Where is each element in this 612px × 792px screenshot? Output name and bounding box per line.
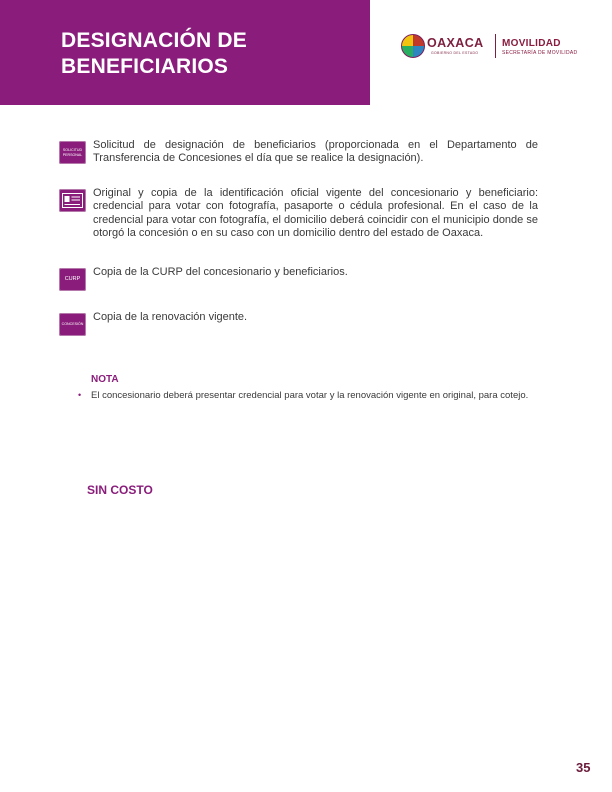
cost-label: SIN COSTO xyxy=(87,483,153,497)
page-title-line-2: BENEFICIARIOS xyxy=(61,55,229,78)
requirement-text: Copia de la CURP del concesionario y beneficiarios. xyxy=(93,266,348,278)
document-icon xyxy=(59,141,86,164)
note-title: NOTA xyxy=(91,374,119,385)
requirement-text: Original y copia de la identificación oficial vigente del concesionario y beneficiario: credencial para votar con fotografía, pasaporte o cédula profesional. En el caso de la credencial para votar con fotografía, el domicilio deberá coincidir con el municipio donde se otorgó la concesión o en su caso con un domicilio dentro del estado de Oaxaca. xyxy=(93,187,538,240)
logo-movilidad-text: MOVILIDAD xyxy=(502,38,561,49)
page-title-line-1: DESIGNACIÓN DE xyxy=(61,29,247,52)
logo-oaxaca-text: OAXACA xyxy=(427,36,484,50)
note-text: El concesionario deberá presentar credencial para votar y la renovación vigente en original, para cotejo. xyxy=(91,390,529,401)
requirement-text: Copia de la renovación vigente. xyxy=(93,311,248,323)
requirement-icon-label: CONCESIÓN xyxy=(61,322,84,327)
page-number: 35 xyxy=(576,760,591,775)
page-title xyxy=(61,28,361,80)
id-card-icon xyxy=(59,189,86,212)
requirement-icon-label: CURP xyxy=(64,276,81,283)
logo-movilidad-subtext: SECRETARÍA DE MOVILIDAD xyxy=(502,50,578,56)
logo xyxy=(401,34,591,62)
logo-oaxaca-subtext: GOBIERNO DEL ESTADO xyxy=(431,51,479,55)
oaxaca-seal-icon xyxy=(401,34,425,58)
requirement-text: Solicitud de designación de beneficiarios (proporcionada en el Departamento de Transferencia de Concesiones el día que se realice la designación). xyxy=(93,139,538,165)
bullet-icon: • xyxy=(78,390,82,400)
concession-icon xyxy=(59,313,86,336)
requirement-icon-label: SOLICITUD PERSONAL xyxy=(62,148,83,157)
curp-icon xyxy=(59,268,86,291)
logo-divider xyxy=(495,34,496,58)
